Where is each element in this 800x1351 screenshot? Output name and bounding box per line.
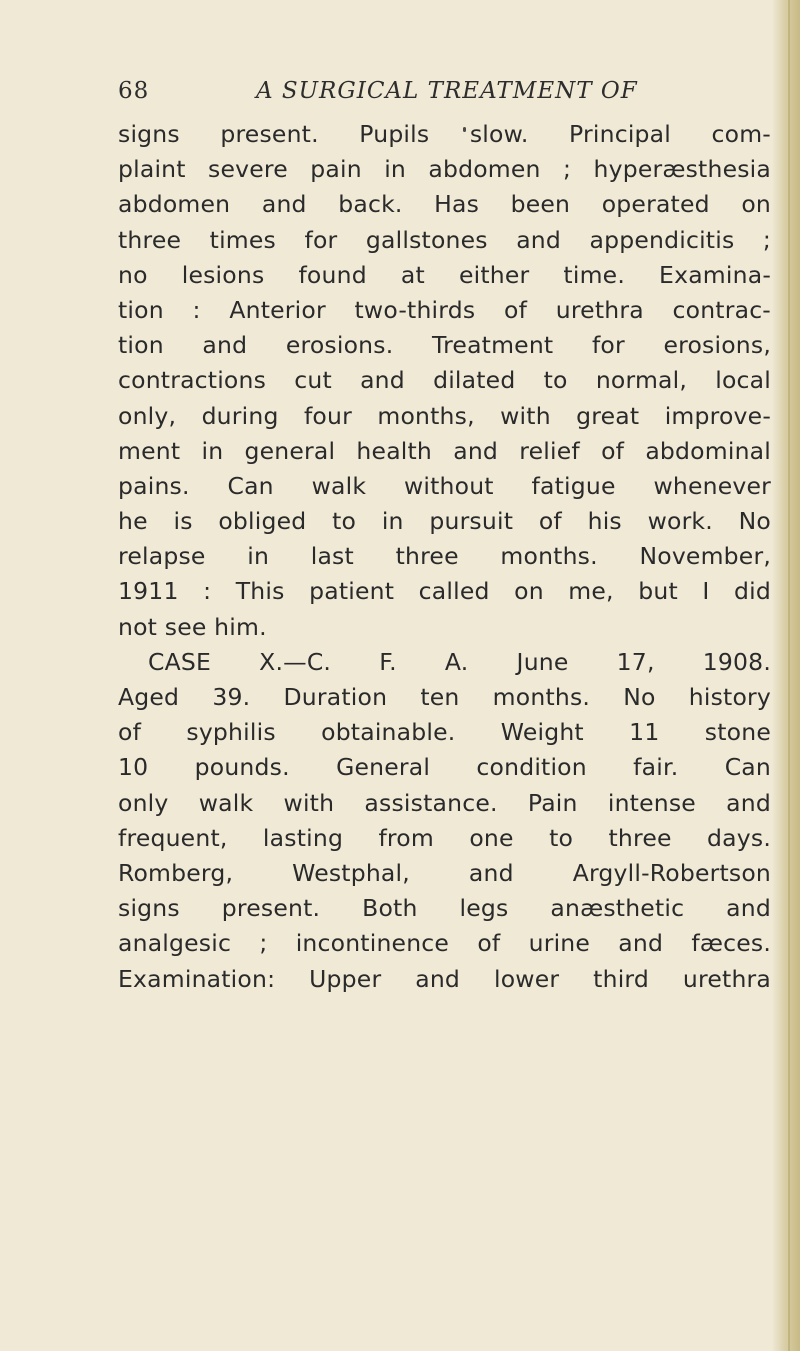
text-line: contractions cut and dilated to normal, local xyxy=(118,366,771,395)
text-line: frequent, lasting from one to three days. xyxy=(118,823,771,852)
text-line: ment in general health and relief of abdominal xyxy=(118,436,771,465)
running-title: A SURGICAL TREATMENT OF xyxy=(256,78,638,104)
text-line: tion : Anterior two-thirds of urethra contrac- xyxy=(118,295,771,324)
text-line: no lesions found at either time. Examina- xyxy=(118,260,771,289)
text-line: three times for gallstones and appendicitis ; xyxy=(118,225,771,254)
text-line: tion and erosions. Treatment for erosions, xyxy=(118,331,771,360)
text-line: Romberg, Westphal, and Argyll-Robertson xyxy=(118,858,771,887)
running-head xyxy=(118,78,678,112)
text-line: Examination: Upper and lower third urethra xyxy=(118,964,771,993)
page-number: 68 xyxy=(118,78,150,104)
text-line: only, during four months, with great improve- xyxy=(118,401,771,430)
text-line: analgesic ; incontinence of urine and fæces. xyxy=(118,929,771,958)
text-line: not see him. xyxy=(118,612,267,641)
text-line: signs present. Pupils slow. Principal com- xyxy=(118,120,771,148)
text-line: 1911 : This patient called on me, but I did xyxy=(118,577,771,606)
text-line: only walk with assistance. Pain intense and xyxy=(118,788,771,817)
body-text xyxy=(118,117,771,997)
case-heading-line: CASE X.—C. F. A. June 17, 1908. xyxy=(148,647,771,676)
page-edge-shadow xyxy=(772,0,800,1351)
text-line: relapse in last three months. November, xyxy=(118,542,771,571)
text-line: pains. Can walk without fatigue whenever xyxy=(118,471,771,500)
text-line: 10 pounds. General condition fair. Can xyxy=(118,753,771,782)
text-line: he is obliged to in pursuit of his work. No xyxy=(118,507,771,536)
text-line: abdomen and back. Has been operated on xyxy=(118,190,771,219)
text-line: Aged 39. Duration ten months. No history xyxy=(118,683,771,711)
text-line: signs present. Both legs anæsthetic and xyxy=(118,894,771,923)
page-edge-line xyxy=(788,0,790,1351)
text-line: plaint severe pain in abdomen ; hyperæsthesia xyxy=(118,155,771,184)
text-line: of syphilis obtainable. Weight 11 stone xyxy=(118,718,771,747)
